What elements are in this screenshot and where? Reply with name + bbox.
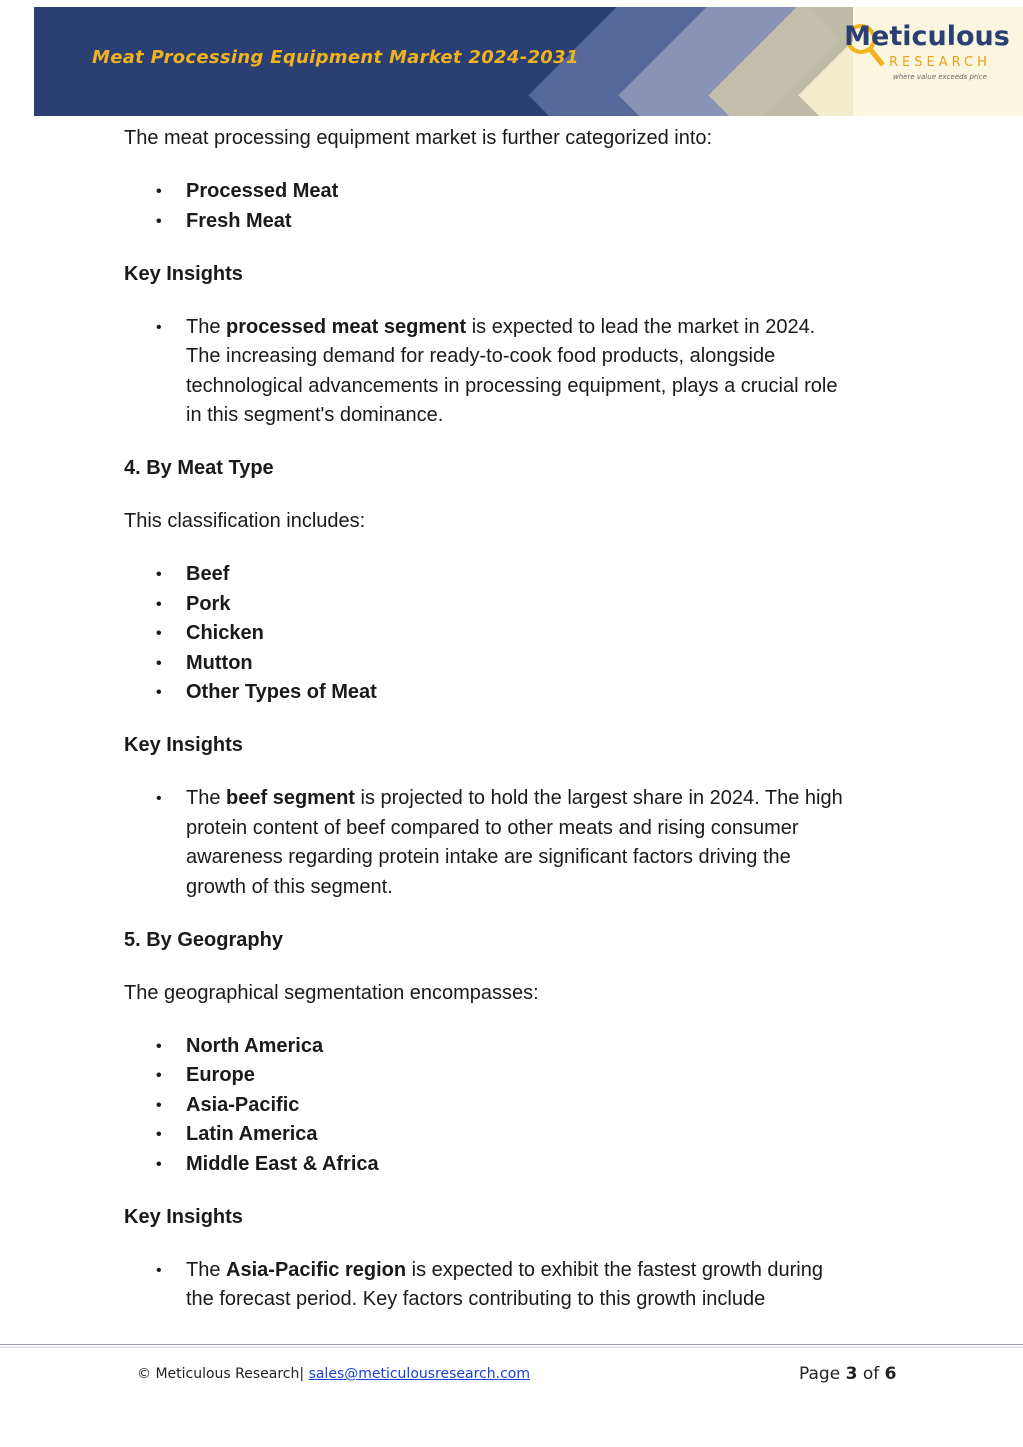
footer-copyright bbox=[137, 1366, 530, 1382]
page-number: Page 3 of 6 bbox=[799, 1364, 897, 1384]
list-item: • Mutton bbox=[156, 651, 253, 674]
list-item: • Beef bbox=[156, 563, 230, 585]
logo-sub: RESEARCH bbox=[889, 55, 991, 70]
company-logo bbox=[843, 17, 1011, 91]
list-item: • Europe bbox=[156, 1064, 255, 1086]
list-item: • Asia-Pacific bbox=[156, 1093, 300, 1116]
list-item: • Latin America bbox=[156, 1123, 318, 1145]
list-item: • Middle East & Africa bbox=[156, 1152, 379, 1175]
footer-divider bbox=[0, 1347, 1023, 1348]
section-intro: This classification includes: bbox=[124, 510, 366, 532]
insight-item: • The beef segment is projected to hold the largest share in 2024. The high protein content of beef compared to other meats and rising consumer awareness regarding protein intake are significant factors driving the growth of this segment. bbox=[156, 787, 843, 898]
logo-tagline: where value exceeds price bbox=[893, 73, 987, 81]
header-banner bbox=[34, 7, 1023, 116]
section-heading: 4. By Meat Type bbox=[124, 457, 274, 479]
page-total: 6 bbox=[884, 1364, 897, 1384]
page-current: 3 bbox=[845, 1364, 858, 1384]
list-item: • Processed Meat bbox=[156, 180, 339, 202]
list-item: • Pork bbox=[156, 592, 231, 615]
insight-item: • The Asia-Pacific region is expected to exhibit the fastest growth during the forecast period. Key factors contributing to this growth include bbox=[156, 1258, 823, 1310]
document-body bbox=[124, 124, 914, 1315]
key-insights-heading: Key Insights bbox=[124, 734, 243, 756]
list-item: • Chicken bbox=[156, 622, 264, 644]
intro-paragraph: The meat processing equipment market is further categorized into: bbox=[124, 127, 713, 149]
list-item: • North America bbox=[156, 1034, 324, 1057]
footer-divider bbox=[0, 1344, 1023, 1345]
insight-list bbox=[124, 784, 914, 902]
section-intro: The geographical segmentation encompasses: bbox=[124, 981, 539, 1004]
insight-list bbox=[124, 313, 914, 431]
key-insights-heading: Key Insights bbox=[124, 262, 243, 285]
logo-name: Meticulous bbox=[844, 21, 1010, 52]
list-item: • Fresh Meat bbox=[156, 209, 292, 232]
insight-list bbox=[124, 1256, 914, 1315]
section-heading: 5. By Geography bbox=[124, 928, 283, 951]
key-insights-heading: Key Insights bbox=[124, 1205, 243, 1228]
meat-type-list bbox=[124, 560, 914, 708]
copyright-text: © Meticulous Research| bbox=[137, 1366, 305, 1382]
list-item: • Other Types of Meat bbox=[156, 681, 377, 703]
geography-list bbox=[124, 1032, 914, 1180]
email-link[interactable]: sales@meticulousresearch.com bbox=[308, 1366, 530, 1382]
segment-list bbox=[124, 177, 914, 236]
report-title: Meat Processing Equipment Market 2024-2031 bbox=[92, 47, 579, 68]
insight-item: • The processed meat segment is expected to lead the market in 2024. The increasing demand for ready-to-cook food products, alongside technological advancements in processing equipment, plays a crucial role in this segment's dominance. bbox=[156, 315, 838, 426]
